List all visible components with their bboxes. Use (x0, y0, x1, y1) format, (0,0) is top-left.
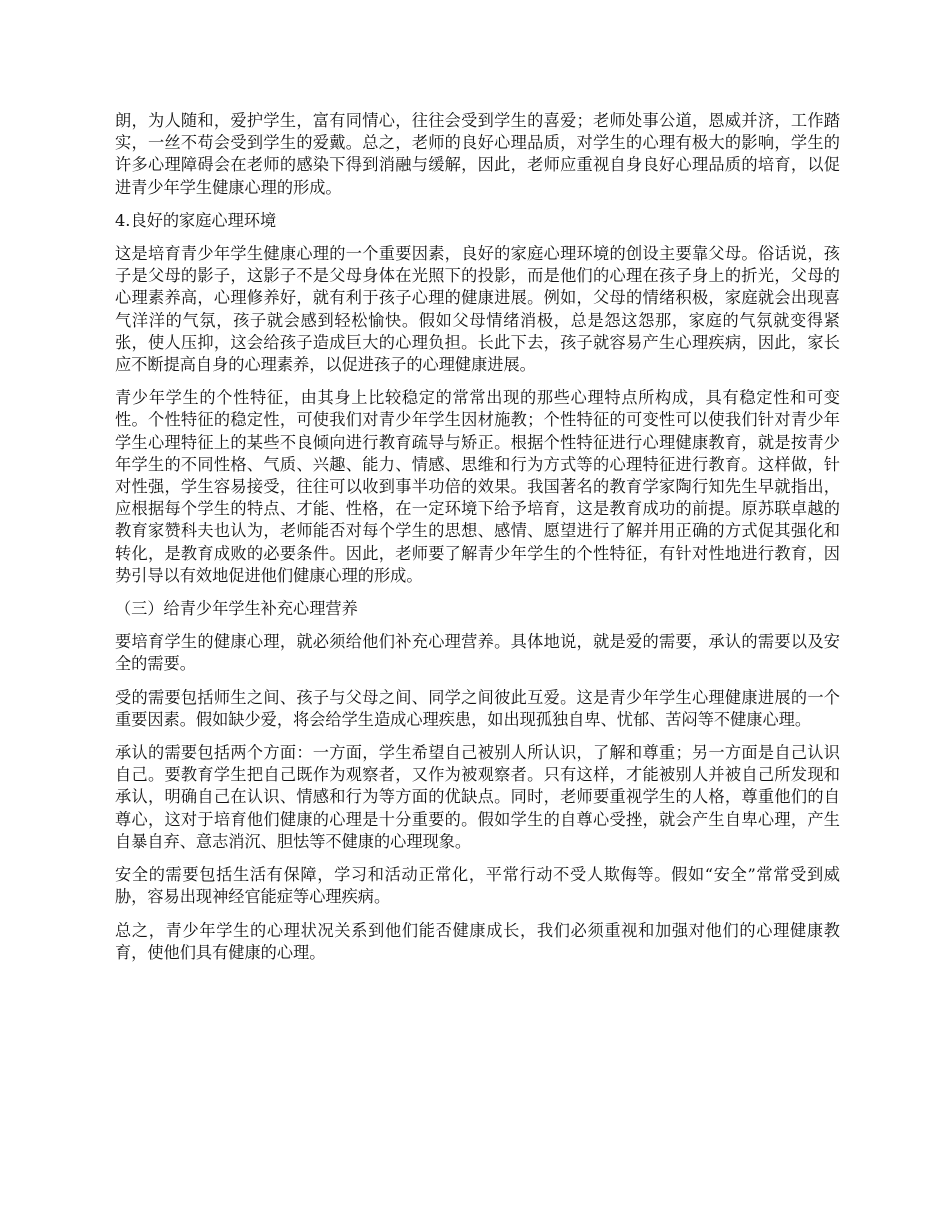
paragraph-need-for-love: 受的需要包括师生之间、孩子与父母之间、同学之间彼此互爱。这是青少年学生心理健康进展的一个重要因素。假如缺少爱，将会给学生造成心理疾患，如出现孤独自卑、忧郁、苦闷等不健康心理。 (115, 687, 840, 729)
section-heading-psychological-nutrition: （三）给青少年学生补充心理营养 (115, 599, 358, 619)
paragraph-psychological-nutrition: 要培育学生的健康心理，就必须给他们补充心理营养。具体地说，就是爱的需要，承认的需要以及安全的需要。 (115, 632, 840, 674)
paragraph-need-for-recognition: 承认的需要包括两个方面：一方面，学生希望自己被别人所认识，了解和尊重；另一方面是自己认识自己。要教育学生把自己既作为观察者，又作为被观察者。只有这样，才能被别人并被自己所发现和承认，明确自己在认识、情感和行为等方面的优缺点。同时，老师要重视学生的人格，尊重他们的自尊心，这对于培育他们健康的心理是十分重要的。假如学生的自尊心受挫，就会产生自卑心理，产生自暴自弃、意志消沉、胆怯等不健康的心理现象。 (115, 743, 840, 851)
paragraph-need-for-safety: 安全的需要包括生活有保障，学习和活动正常化，平常行动不受人欺侮等。假如“安全”常常受到威胁，容易出现神经官能症等心理疾病。 (115, 865, 840, 907)
paragraph-family-environment: 这是培育青少年学生健康心理的一个重要因素，良好的家庭心理环境的创设主要靠父母。俗话说，孩子是父母的影子，这影子不是父母身体在光照下的投影，而是他们的心理在孩子身上的折光，父母的心理素养高，心理修养好，就有利于孩子心理的健康进展。例如，父母的情绪积极，家庭就会出现喜气洋洋的气氛，孩子就会感到轻松愉快。假如父母情绪消极，总是怨这怨那，家庭的气氛就变得紧张，使人压抑，这会给孩子造成巨大的心理负担。长此下去，孩子就容易产生心理疾病，因此，家长应不断提高自身的心理素养，以促进孩子的心理健康进展。 (115, 244, 840, 375)
paragraph-teacher-qualities: 朗，为人随和，爱护学生，富有同情心，往往会受到学生的喜爱；老师处事公道，恩威并济，工作踏实，一丝不苟会受到学生的爱戴。总之，老师的良好心理品质，对学生的心理有极大的影响，学生的许多心理障碍会在老师的感染下得到消融与缓解，因此，老师应重视自身良好心理品质的培育，以促进青少年学生健康心理的形成。 (115, 111, 840, 197)
section-heading-family-environment: 4.良好的家庭心理环境 (115, 210, 277, 230)
document-page (115, 110, 840, 975)
paragraph-personality-traits: 青少年学生的个性特征，由其身上比较稳定的常常出现的那些心理特点所构成，具有稳定性和可变性。个性特征的稳定性，可使我们对青少年学生因材施教；个性特征的可变性可以使我们针对青少年学生心理特征上的某些不良倾向进行教育疏导与矫正。根据个性特征进行心理健康教育，就是按青少年学生的不同性格、气质、兴趣、能力、情感、思维和行为方式等的心理特征进行教育。这样做，针对性强，学生容易接受，往往可以收到事半功倍的效果。我国著名的教育学家陶行知先生早就指出，应根据每个学生的特点、才能、性格，在一定环境下给予培育，这是教育成功的前提。原苏联卓越的教育家赞科夫也认为，老师能否对每个学生的思想、感情、愿望进行了解并用正确的方式促其强化和转化，是教育成败的必要条件。因此，老师要了解青少年学生的个性特征，有针对性地进行教育，因势引导以有效地促进他们健康心理的形成。 (115, 388, 840, 585)
paragraph-conclusion: 总之，青少年学生的心理状况关系到他们能否健康成长，我们必须重视和加强对他们的心理健康教育，使他们具有健康的心理。 (115, 920, 840, 962)
